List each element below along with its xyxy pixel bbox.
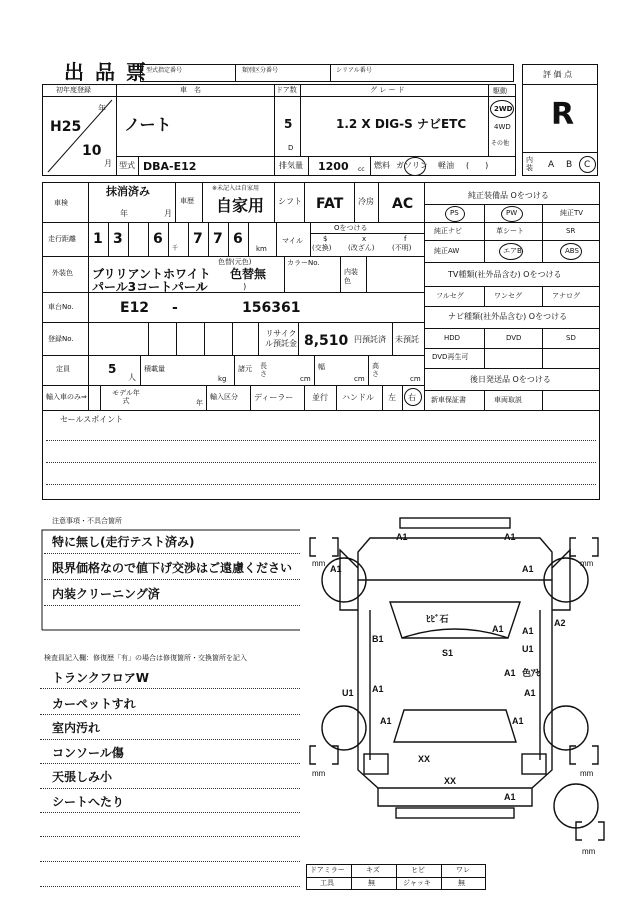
dims-label: 諸元 — [238, 365, 252, 373]
import-parallel: 並行 — [312, 393, 328, 402]
dmg-mark-11: U1 — [522, 644, 534, 654]
dims-width-unit: cm — [354, 375, 365, 383]
use-note: ※未記入は自家用 — [212, 185, 260, 192]
tv-fullseg: フルセグ — [436, 292, 464, 300]
dmg-mark-21: A1 — [504, 792, 516, 802]
inspector-line-5: 天張しみ小 — [52, 770, 113, 784]
inspector-line-2: カーペットすれ — [52, 697, 136, 711]
equip-tv: 純正TV — [560, 209, 584, 217]
fuel-other: ( ) — [466, 161, 489, 170]
drive-2wd-circle — [490, 100, 514, 118]
use-label: 車歴 — [180, 197, 194, 205]
inspection-label: 車検 — [54, 199, 68, 207]
equip-ps: PS — [450, 209, 459, 217]
mm-label-rear-right: mm — [580, 769, 594, 778]
dims-length-unit: cm — [300, 375, 311, 383]
capacity-value: 5 — [108, 362, 117, 376]
equipment-title: 純正装備品 Oをつける — [468, 191, 549, 200]
color-paren: ( ) — [200, 282, 247, 291]
tv-title: TV種類(社外品含む) Oをつける — [448, 270, 562, 279]
chassis-dash: - — [172, 300, 178, 316]
interior-grade-c-circle — [579, 156, 596, 173]
inspection-year-unit: 年 — [120, 209, 128, 218]
dims-height-unit: cm — [410, 375, 421, 383]
inspection-month-unit: 月 — [164, 209, 172, 218]
dmg-mark-20: XX — [444, 776, 457, 786]
chassis-number: 156361 — [242, 300, 301, 316]
category-label: 類別区分番号 — [242, 67, 279, 74]
tv-oneseg: ワンセグ — [494, 292, 522, 300]
tools-header-2: キズ — [366, 866, 380, 874]
model-value: DBA-E12 — [143, 160, 197, 173]
chassis-prefix: E12 — [120, 300, 150, 316]
equip-abs: ABS — [565, 247, 579, 255]
mileage-opt1-label: (交換) — [312, 244, 332, 252]
tools-value-3: ジャッキ — [403, 879, 431, 887]
doors-unit: D — [288, 144, 294, 152]
drive-other: その他 — [491, 140, 510, 147]
dmg-mark-3: A1 — [330, 564, 342, 574]
inspector-line-3: 室内汚れ — [52, 721, 101, 735]
interior-grade-b: B — [566, 160, 573, 170]
equip-abs-circle — [560, 243, 582, 260]
mm-label-front-left: mm — [312, 559, 326, 568]
handle-left: 左 — [388, 393, 396, 402]
color-label: 外装色 — [52, 269, 73, 277]
sales-point-label: セールスポイント — [60, 415, 124, 424]
dmg-mark-7: A1 — [522, 626, 534, 636]
dims-width-label: 幅 — [318, 363, 325, 371]
first-reg-label: 初年度登録 — [56, 86, 91, 94]
doors-value: 5 — [284, 117, 293, 131]
mileage-opt1-symbol: $ — [323, 235, 328, 243]
mileage-digit-4: 6 — [153, 231, 163, 247]
dmg-mark-10: S1 — [442, 648, 454, 658]
serial-label: シリアル番号 — [336, 67, 372, 74]
dmg-mark-14: A1 — [372, 684, 384, 694]
doors-label: ドア数 — [276, 86, 297, 94]
handle-right: 右 — [408, 393, 416, 402]
rating-label: 評 価 点 — [543, 70, 573, 79]
mileage-label: 走行距離 — [48, 235, 76, 243]
equip-pw-circle — [501, 206, 523, 222]
load-unit: kg — [218, 375, 227, 383]
drive-2wd: 2WD — [494, 105, 513, 113]
dmg-mark-2: A1 — [504, 532, 516, 542]
navi-dvd: DVD — [506, 334, 522, 342]
chassis-label: 車台No. — [48, 303, 74, 311]
sheet-title: 出 品 票 — [64, 60, 148, 84]
mileage-digit-1: 1 — [93, 231, 103, 247]
displacement-unit: cc — [358, 166, 365, 173]
color-no-label: カラーNo. — [287, 259, 320, 267]
dmg-mark-8: A2 — [554, 618, 566, 628]
mileage-opt3-symbol: f — [404, 235, 407, 243]
fuel-light-oil: 軽油 — [438, 161, 454, 170]
handle-label: ハンドル — [342, 393, 374, 402]
recycle-paid: 円預託済 — [354, 335, 386, 344]
equip-navi: 純正ナビ — [434, 227, 462, 235]
mileage-opt3-label: (不明) — [392, 244, 412, 252]
equip-airbag: エアB — [503, 247, 522, 255]
dmg-mark-4: A1 — [522, 564, 534, 574]
mileage-digit-2: 3 — [113, 231, 123, 247]
interior-rating-label: 内装 — [526, 156, 533, 172]
fuel-gasoline: ガソリン — [396, 161, 428, 170]
tools-value-1: 工具 — [320, 879, 334, 887]
inspector-line-6: シートへたり — [52, 795, 125, 809]
car-name-label: 車 名 — [180, 86, 201, 94]
model-label: 型式 — [119, 161, 135, 170]
grade-value: 1.2 X DIG-S ナビETC — [336, 117, 467, 131]
mm-label-spare: mm — [582, 847, 596, 856]
inspector-line-1: トランクフロアW — [52, 671, 149, 685]
capacity-unit: 人 — [128, 373, 136, 382]
dmg-mark-12: U1 — [342, 688, 354, 698]
color-value-line1: ブリリアントホワイト — [92, 267, 211, 281]
shift-label: シフト — [278, 197, 302, 206]
ac-value: AC — [392, 196, 414, 212]
ac-label: 冷房 — [358, 197, 374, 206]
header-code-row — [140, 64, 514, 82]
mileage-mile: マイル — [282, 237, 303, 245]
repaint-label: 色替(元色) — [218, 258, 252, 266]
interior-grade-a: A — [548, 160, 555, 170]
inspection-value: 抹消済み — [106, 185, 150, 198]
dmg-mark-19: XX — [418, 754, 431, 764]
dmg-mark-18: A1 — [504, 668, 516, 678]
model-cert-label: 型式指定番号 — [146, 67, 183, 74]
displacement-value: 1200 — [318, 160, 349, 173]
tools-value-4: 無 — [458, 879, 465, 887]
first-reg-era: H25 — [50, 119, 82, 135]
equip-ps-circle — [445, 206, 465, 222]
car-name-value: ノート — [124, 115, 172, 134]
equip-pw: PW — [506, 209, 518, 217]
rating-value: R — [551, 97, 575, 132]
interior-grade-c: C — [584, 160, 591, 170]
registration-label: 登録No. — [48, 335, 74, 343]
navi-hdd: HDD — [444, 334, 461, 342]
notes-label: 注意事項・不具合箇所 — [52, 517, 122, 525]
equip-aw: 純正AW — [434, 247, 460, 255]
drive-label: 駆動 — [493, 87, 507, 95]
mm-label-front-right: mm — [580, 559, 594, 568]
mileage-thousand: 千 — [172, 245, 179, 252]
tools-header-3: ヒビ — [411, 866, 425, 874]
dmg-mark-17: A1 — [512, 716, 524, 726]
handle-right-circle — [404, 388, 422, 406]
equip-airbag-circle — [499, 243, 523, 260]
dims-length-label: 長さ — [260, 362, 267, 378]
first-reg-month: 10 — [82, 143, 102, 159]
model-year-unit: 年 — [196, 399, 203, 407]
shift-value: FAT — [316, 196, 344, 212]
later-manual: 車両取説 — [494, 396, 522, 404]
later-title: 後日発送品 Oをつける — [470, 375, 551, 384]
inspector-line-4: コンソール傷 — [52, 746, 124, 760]
drive-4wd: 4WD — [494, 123, 511, 131]
dims-height-label: 高さ — [372, 362, 379, 378]
dmg-mark-1: A1 — [396, 532, 408, 542]
navi-title: ナビ種類(社外品含む) Oをつける — [448, 312, 568, 321]
grade-label: グ レ ー ド — [370, 86, 405, 94]
first-reg-year-unit: 年 — [98, 104, 106, 113]
import-dealer: ディーラー — [254, 393, 294, 402]
model-year-label: モデル年式 — [112, 389, 140, 405]
displacement-label: 排気量 — [279, 161, 303, 170]
capacity-label: 定員 — [56, 365, 70, 373]
mileage-digit-6: 7 — [193, 231, 203, 247]
mileage-digit-7: 7 — [213, 231, 223, 247]
equip-leather: 革シート — [496, 227, 524, 235]
mileage-opt2-label: (改ざん) — [348, 244, 375, 252]
recycle-value: 8,510 — [304, 333, 349, 349]
interior-color-label: 内装色 — [344, 268, 358, 285]
tv-analog: アナログ — [552, 292, 580, 300]
tools-header-1: ドアミラー — [310, 866, 345, 874]
mm-label-rear-left: mm — [312, 769, 326, 778]
dmg-mark-16: A1 — [380, 716, 392, 726]
fuel-gasoline-circle — [404, 157, 426, 176]
tools-header-4: ワレ — [456, 866, 470, 874]
mileage-km: km — [256, 245, 267, 253]
use-value: 自家用 — [216, 196, 265, 215]
mileage-digit-8: 6 — [233, 231, 243, 247]
equip-sr: SR — [566, 227, 576, 235]
mileage-circle-note: Oをつける — [334, 224, 368, 232]
inspector-label: 検査員記入欄：修復歴「有」の場合は修復箇所・交換箇所を記入 — [44, 654, 247, 662]
navi-sd: SD — [566, 334, 576, 342]
dmg-mark-15: A1 — [524, 688, 536, 698]
color-value-line2: パール3コートパール — [92, 280, 208, 294]
dmg-mark-13: 色ｱｾ — [522, 668, 541, 678]
later-warranty: 新車保証書 — [431, 396, 466, 404]
car-damage-diagram — [300, 510, 610, 870]
import-class-label: 輸入区分 — [210, 393, 238, 401]
note-line-3: 内装クリーニング済 — [52, 587, 160, 601]
note-line-1: 特に無し(走行テスト済み) — [52, 535, 195, 549]
dvd-playback-label: DVD再生可 — [432, 353, 469, 361]
repaint-value: 色替無 — [230, 267, 267, 281]
tools-value-2: 無 — [368, 879, 375, 887]
import-label: 輸入車のみ⇒ — [46, 393, 87, 401]
dmg-mark-5: ﾋﾋﾞ石 — [426, 614, 449, 624]
recycle-unpaid: 未預託 — [395, 335, 419, 344]
dmg-mark-6: A1 — [492, 624, 504, 634]
first-reg-month-unit: 月 — [104, 159, 112, 168]
mileage-opt2-symbol: x — [362, 235, 367, 243]
note-line-2: 限界価格なので値下げ交渉はご遠慮ください — [52, 561, 293, 575]
recycle-label: リサイクル預託金 — [265, 329, 297, 348]
load-label: 積載量 — [144, 365, 165, 373]
fuel-label: 燃料 — [374, 161, 390, 170]
dmg-mark-9: B1 — [372, 634, 384, 644]
